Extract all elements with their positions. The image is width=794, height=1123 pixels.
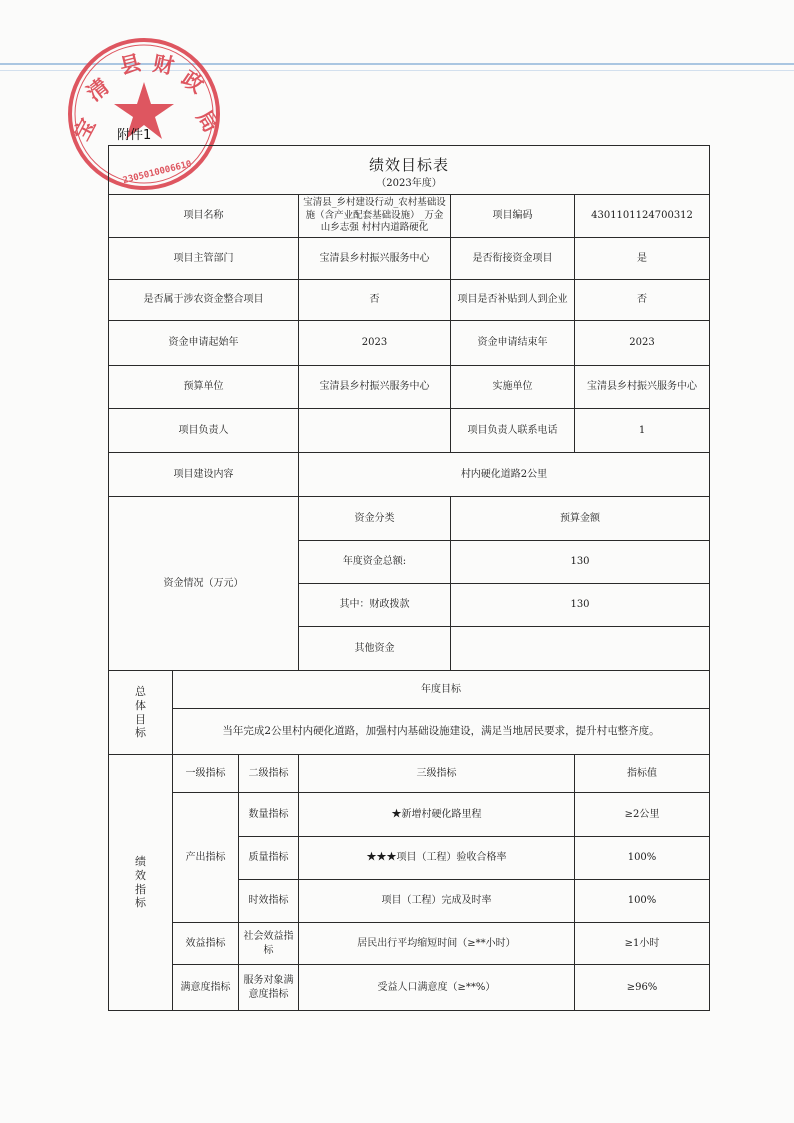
owner-value (299, 409, 451, 453)
funds-fiscal-value: 130 (451, 584, 710, 627)
end-year-value: 2023 (575, 321, 710, 366)
funds-label: 资金情况（万元） (109, 497, 299, 671)
quality-indicator-text: ★★★项目（工程）验收合格率 (299, 837, 575, 880)
performance-target-form (108, 145, 709, 1011)
dept-label: 项目主管部门 (109, 238, 299, 280)
annual-target-text: 当年完成2公里村内硬化道路，加强村内基础设施建设，满足当地居民要求，提升村屯整齐度。 (173, 709, 710, 755)
owner-phone-label: 项目负责人联系电话 (451, 409, 575, 453)
subsidy-label: 项目是否补贴到人到企业 (451, 280, 575, 321)
svg-text:2305010006610: 2305010006610 (121, 159, 193, 187)
svg-text:县: 县 (117, 50, 144, 79)
project-name-label: 项目名称 (109, 195, 299, 238)
funds-total-value: 130 (451, 541, 710, 584)
quantity-indicator-text: ★新增村硬化路里程 (299, 793, 575, 837)
funds-fiscal-label: 其中：财政拨款 (299, 584, 451, 627)
budget-unit-value: 宝清县乡村振兴服务中心 (299, 366, 451, 409)
svg-text:政: 政 (177, 66, 209, 98)
owner-label: 项目负责人 (109, 409, 299, 453)
quality-indicator-value: 100% (575, 837, 710, 880)
project-code-value: 4301101124700312 (575, 195, 710, 238)
funds-other-label: 其他资金 (299, 627, 451, 671)
agri-fund-value: 否 (299, 280, 451, 321)
header-level1: 一级指标 (173, 755, 239, 793)
social-benefit-text: 居民出行平均缩短时间（≥**小时） (299, 923, 575, 965)
form-title: 绩效目标表 (369, 156, 450, 175)
agri-fund-label: 是否属于涉农资金整合项目 (109, 280, 299, 321)
funds-total-label: 年度资金总额: (299, 541, 451, 584)
linked-fund-label: 是否衔接资金项目 (451, 238, 575, 280)
service-satisfaction-value: ≥96% (575, 965, 710, 1011)
quantity-indicator-value: ≥2公里 (575, 793, 710, 837)
satisfaction-indicator-label: 满意度指标 (173, 965, 239, 1011)
timeliness-indicator-text: 项目（工程）完成及时率 (299, 880, 575, 923)
budget-unit-label: 预算单位 (109, 366, 299, 409)
form-year: （2023年度） (376, 178, 442, 190)
start-year-value: 2023 (299, 321, 451, 366)
header-level2: 二级指标 (239, 755, 299, 793)
impl-unit-value: 宝清县乡村振兴服务中心 (575, 366, 710, 409)
content-value: 村内硬化道路2公里 (299, 453, 710, 497)
social-benefit-value: ≥1小时 (575, 923, 710, 965)
timeliness-indicator-value: 100% (575, 880, 710, 923)
funds-col-type: 资金分类 (299, 497, 451, 541)
indicators-label: 绩 效 指 标 (109, 755, 173, 1011)
form-title-cell (109, 146, 710, 195)
owner-phone-value: 1 (575, 409, 710, 453)
annual-target-header: 年度目标 (173, 671, 710, 709)
svg-text:财: 财 (151, 51, 176, 79)
svg-text:宝: 宝 (69, 114, 101, 145)
performance-target-table (108, 145, 710, 1011)
social-benefit-label: 社会效益指标 (239, 923, 299, 965)
attachment-label: 附件1 (117, 128, 152, 143)
subsidy-value: 否 (575, 280, 710, 321)
overall-target-label: 总 体 目 标 (109, 671, 173, 755)
funds-other-value (451, 627, 710, 671)
output-indicator-label: 产出指标 (173, 793, 239, 923)
service-satisfaction-label: 服务对象满意度指标 (239, 965, 299, 1011)
funds-col-amount: 预算金额 (451, 497, 710, 541)
quality-indicator-label: 质量指标 (239, 837, 299, 880)
start-year-label: 资金申请起始年 (109, 321, 299, 366)
quantity-indicator-label: 数量指标 (239, 793, 299, 837)
impl-unit-label: 实施单位 (451, 366, 575, 409)
project-name-value: 宝清县_乡村建设行动_农村基础设施（含产业配套基础设施）_万金山乡志强 村村内道路硬化 (299, 195, 451, 238)
content-label: 项目建设内容 (109, 453, 299, 497)
project-code-label: 项目编码 (451, 195, 575, 238)
svg-text:局: 局 (191, 105, 224, 137)
header-level3: 三级指标 (299, 755, 575, 793)
end-year-label: 资金申请结束年 (451, 321, 575, 366)
service-satisfaction-text: 受益人口满意度（≥**%） (299, 965, 575, 1011)
benefit-indicator-label: 效益指标 (173, 923, 239, 965)
linked-fund-value: 是 (575, 238, 710, 280)
svg-text:清: 清 (82, 74, 114, 106)
header-value: 指标值 (575, 755, 710, 793)
timeliness-indicator-label: 时效指标 (239, 880, 299, 923)
dept-value: 宝清县乡村振兴服务中心 (299, 238, 451, 280)
